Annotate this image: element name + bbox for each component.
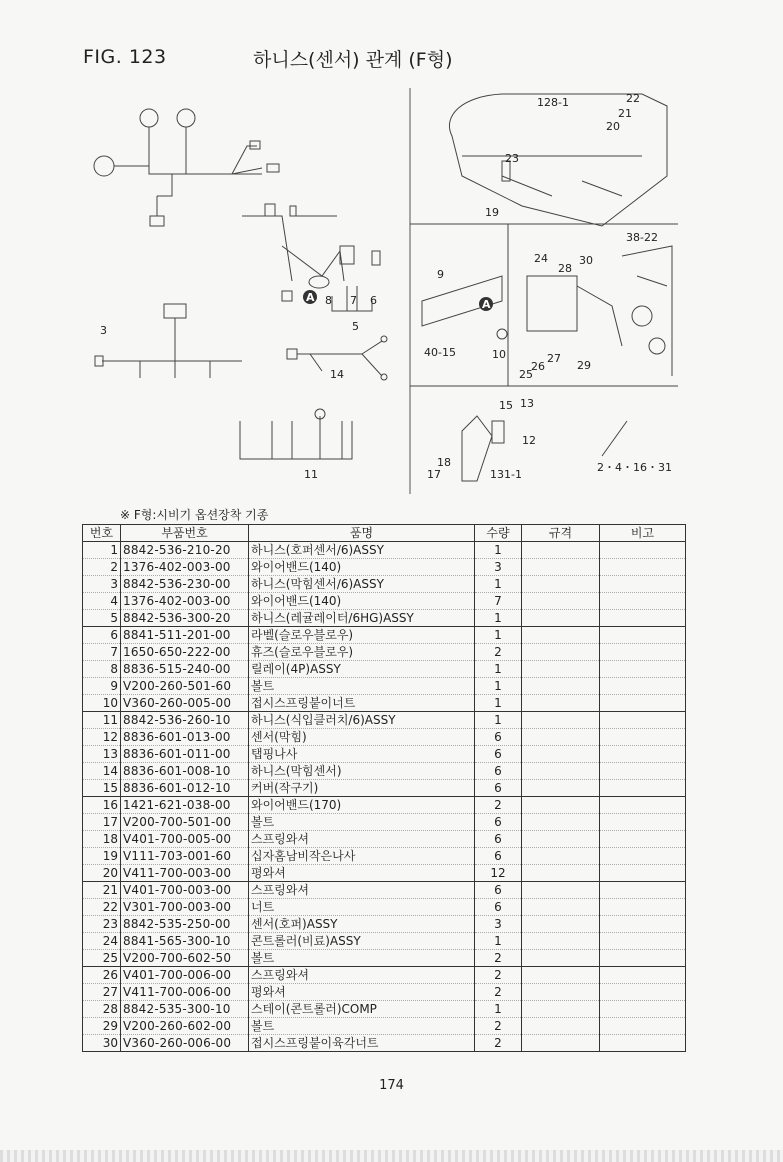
spec [522, 950, 600, 967]
svg-text:14: 14 [330, 368, 344, 381]
table-row [83, 882, 686, 899]
part-name: 휴즈(슬로우블로우) [249, 644, 475, 661]
row-number: 28 [83, 1001, 121, 1018]
parts-diagram [82, 86, 678, 494]
part-number: 8842-536-210-20 [121, 542, 249, 559]
part-name: 볼트 [249, 1018, 475, 1035]
part-number: 8836-601-013-00 [121, 729, 249, 746]
table-row [83, 661, 686, 678]
svg-text:3: 3 [100, 324, 107, 337]
part-number: V200-260-501-60 [121, 678, 249, 695]
row-number: 19 [83, 848, 121, 865]
part-number: 8836-515-240-00 [121, 661, 249, 678]
quantity: 1 [475, 661, 522, 678]
part-name: 하니스(레귤레이터/6HG)ASSY [249, 610, 475, 627]
spec [522, 1018, 600, 1035]
table-row [83, 746, 686, 763]
part-name: 평와셔 [249, 984, 475, 1001]
svg-text:24: 24 [534, 252, 548, 265]
remarks [600, 899, 686, 916]
table-row [83, 593, 686, 610]
row-number: 14 [83, 763, 121, 780]
quantity: 6 [475, 831, 522, 848]
svg-text:A: A [482, 298, 491, 311]
part-number: V301-700-003-00 [121, 899, 249, 916]
svg-text:40-15: 40-15 [424, 346, 456, 359]
part-name: 십자홈남비작은나사 [249, 848, 475, 865]
remarks [600, 610, 686, 627]
svg-text:21: 21 [618, 107, 632, 120]
svg-text:10: 10 [492, 348, 506, 361]
spec [522, 848, 600, 865]
part-name: 스프링와셔 [249, 967, 475, 984]
part-number: V401-700-005-00 [121, 831, 249, 848]
svg-text:25: 25 [519, 368, 533, 381]
header-quantity: 수량 [475, 525, 522, 542]
header-no: 번호 [83, 525, 121, 542]
svg-text:5: 5 [352, 320, 359, 333]
spec [522, 644, 600, 661]
quantity: 3 [475, 559, 522, 576]
svg-text:6: 6 [370, 294, 377, 307]
remarks [600, 661, 686, 678]
part-name: 하니스(식입클러치/6)ASSY [249, 712, 475, 729]
remarks [600, 746, 686, 763]
svg-text:11: 11 [304, 468, 318, 481]
page-title: 하니스(센서) 관계 (F형) [253, 49, 453, 71]
svg-text:9: 9 [437, 268, 444, 281]
table-header-row [83, 525, 686, 542]
quantity: 12 [475, 865, 522, 882]
svg-text:28: 28 [558, 262, 572, 275]
quantity: 6 [475, 729, 522, 746]
svg-text:7: 7 [350, 294, 357, 307]
remarks [600, 695, 686, 712]
svg-text:15: 15 [499, 399, 513, 412]
part-name: 하니스(막힘센서/6)ASSY [249, 576, 475, 593]
quantity: 6 [475, 814, 522, 831]
row-number: 18 [83, 831, 121, 848]
svg-text:131-1: 131-1 [490, 468, 522, 481]
part-name: 탭핑나사 [249, 746, 475, 763]
row-number: 12 [83, 729, 121, 746]
remarks [600, 916, 686, 933]
row-number: 24 [83, 933, 121, 950]
spec [522, 967, 600, 984]
part-name: 콘트롤러(비료)ASSY [249, 933, 475, 950]
quantity: 2 [475, 950, 522, 967]
quantity: 1 [475, 610, 522, 627]
spec [522, 746, 600, 763]
table-row [83, 865, 686, 882]
table-row [83, 848, 686, 865]
part-name: 와이어밴드(140) [249, 559, 475, 576]
part-number: 1650-650-222-00 [121, 644, 249, 661]
svg-text:19: 19 [485, 206, 499, 219]
part-number: 8842-536-260-10 [121, 712, 249, 729]
parts-table [82, 524, 686, 1052]
spec [522, 712, 600, 729]
spec [522, 576, 600, 593]
row-number: 15 [83, 780, 121, 797]
remarks [600, 984, 686, 1001]
scan-edge [0, 1150, 783, 1162]
part-number: 8842-535-300-10 [121, 1001, 249, 1018]
part-name: 볼트 [249, 814, 475, 831]
part-number: V401-700-003-00 [121, 882, 249, 899]
quantity: 2 [475, 797, 522, 814]
remarks [600, 1035, 686, 1052]
spec [522, 627, 600, 644]
table-row [83, 712, 686, 729]
part-name: 너트 [249, 899, 475, 916]
spec [522, 695, 600, 712]
header-spec: 규격 [522, 525, 600, 542]
remarks [600, 559, 686, 576]
part-number: 8842-536-300-20 [121, 610, 249, 627]
remarks [600, 950, 686, 967]
part-number: 8842-536-230-00 [121, 576, 249, 593]
quantity: 1 [475, 678, 522, 695]
row-number: 23 [83, 916, 121, 933]
row-number: 30 [83, 1035, 121, 1052]
figure-number: FIG. 123 [83, 46, 167, 68]
spec [522, 763, 600, 780]
svg-text:30: 30 [579, 254, 593, 267]
quantity: 1 [475, 933, 522, 950]
row-number: 21 [83, 882, 121, 899]
svg-text:12: 12 [522, 434, 536, 447]
quantity: 6 [475, 848, 522, 865]
table-row [83, 763, 686, 780]
row-number: 22 [83, 899, 121, 916]
row-number: 26 [83, 967, 121, 984]
svg-text:A: A [306, 291, 315, 304]
svg-text:128-1: 128-1 [537, 96, 569, 109]
table-row [83, 933, 686, 950]
remarks [600, 1018, 686, 1035]
row-number: 1 [83, 542, 121, 559]
remarks [600, 933, 686, 950]
part-number: 1421-621-038-00 [121, 797, 249, 814]
table-row [83, 950, 686, 967]
svg-text:27: 27 [547, 352, 561, 365]
remarks [600, 627, 686, 644]
spec [522, 933, 600, 950]
remarks [600, 644, 686, 661]
page-number: 174 [379, 1078, 404, 1093]
part-name: 라벨(슬로우블로우) [249, 627, 475, 644]
part-name: 하니스(호퍼센서/6)ASSY [249, 542, 475, 559]
part-number: V411-700-003-00 [121, 865, 249, 882]
quantity: 6 [475, 882, 522, 899]
remarks [600, 797, 686, 814]
spec [522, 678, 600, 695]
quantity: 2 [475, 984, 522, 1001]
remarks [600, 763, 686, 780]
svg-text:29: 29 [577, 359, 591, 372]
row-number: 2 [83, 559, 121, 576]
row-number: 13 [83, 746, 121, 763]
part-number: V111-703-001-60 [121, 848, 249, 865]
remarks [600, 848, 686, 865]
part-number: V360-260-006-00 [121, 1035, 249, 1052]
spec [522, 729, 600, 746]
remarks [600, 882, 686, 899]
remarks [600, 593, 686, 610]
remarks [600, 678, 686, 695]
table-row [83, 780, 686, 797]
table-row [83, 797, 686, 814]
part-number: 8836-601-011-00 [121, 746, 249, 763]
part-name: 센서(호퍼)ASSY [249, 916, 475, 933]
part-name: 접시스프링붙이너트 [249, 695, 475, 712]
quantity: 2 [475, 644, 522, 661]
table-row [83, 831, 686, 848]
svg-text:8: 8 [325, 294, 332, 307]
part-name: 평와셔 [249, 865, 475, 882]
table-row [83, 678, 686, 695]
spec [522, 882, 600, 899]
table-row [83, 542, 686, 559]
svg-text:18: 18 [437, 456, 451, 469]
quantity: 6 [475, 899, 522, 916]
quantity: 1 [475, 695, 522, 712]
part-name: 스프링와셔 [249, 831, 475, 848]
table-row [83, 1018, 686, 1035]
row-number: 6 [83, 627, 121, 644]
part-number: 8841-565-300-10 [121, 933, 249, 950]
row-number: 16 [83, 797, 121, 814]
part-number: 8836-601-008-10 [121, 763, 249, 780]
svg-text:26: 26 [531, 360, 545, 373]
quantity: 3 [475, 916, 522, 933]
quantity: 7 [475, 593, 522, 610]
remarks [600, 542, 686, 559]
part-name: 스프링와셔 [249, 882, 475, 899]
svg-text:22: 22 [626, 92, 640, 105]
header-part-name: 품명 [249, 525, 475, 542]
row-number: 3 [83, 576, 121, 593]
part-name: 릴레이(4P)ASSY [249, 661, 475, 678]
table-row [83, 695, 686, 712]
row-number: 10 [83, 695, 121, 712]
spec [522, 831, 600, 848]
svg-text:20: 20 [606, 120, 620, 133]
svg-text:2・4・16・31: 2・4・16・31 [597, 461, 672, 474]
table-row [83, 610, 686, 627]
table-row [83, 984, 686, 1001]
svg-text:23: 23 [505, 152, 519, 165]
remarks [600, 576, 686, 593]
remarks [600, 780, 686, 797]
spec [522, 984, 600, 1001]
part-number: 8841-511-201-00 [121, 627, 249, 644]
row-number: 29 [83, 1018, 121, 1035]
part-number: V200-260-602-00 [121, 1018, 249, 1035]
quantity: 1 [475, 712, 522, 729]
quantity: 2 [475, 1035, 522, 1052]
row-number: 7 [83, 644, 121, 661]
spec [522, 1001, 600, 1018]
part-number: 1376-402-003-00 [121, 559, 249, 576]
part-name: 접시스프링붙이육각너트 [249, 1035, 475, 1052]
part-name: 와이어밴드(140) [249, 593, 475, 610]
quantity: 1 [475, 542, 522, 559]
quantity: 2 [475, 1018, 522, 1035]
row-number: 25 [83, 950, 121, 967]
spec [522, 610, 600, 627]
table-row [83, 814, 686, 831]
quantity: 1 [475, 627, 522, 644]
table-row [83, 1035, 686, 1052]
table-row [83, 899, 686, 916]
table-row [83, 729, 686, 746]
row-number: 4 [83, 593, 121, 610]
part-number: V200-700-602-50 [121, 950, 249, 967]
quantity: 2 [475, 967, 522, 984]
spec [522, 559, 600, 576]
model-note: ※ F형:시비기 옵션장착 기종 [120, 508, 269, 522]
part-number: 8836-601-012-10 [121, 780, 249, 797]
part-number: 1376-402-003-00 [121, 593, 249, 610]
remarks [600, 831, 686, 848]
header-part-number: 부품번호 [121, 525, 249, 542]
row-number: 20 [83, 865, 121, 882]
part-name: 커버(작구기) [249, 780, 475, 797]
part-name: 하니스(막힘센서) [249, 763, 475, 780]
row-number: 8 [83, 661, 121, 678]
table-row [83, 559, 686, 576]
header-remarks: 비고 [600, 525, 686, 542]
table-row [83, 1001, 686, 1018]
quantity: 6 [475, 763, 522, 780]
quantity: 6 [475, 780, 522, 797]
part-name: 볼트 [249, 950, 475, 967]
spec [522, 661, 600, 678]
table-row [83, 644, 686, 661]
spec [522, 542, 600, 559]
table-row [83, 916, 686, 933]
spec [522, 1035, 600, 1052]
svg-text:38-22: 38-22 [626, 231, 658, 244]
spec [522, 814, 600, 831]
row-number: 5 [83, 610, 121, 627]
spec [522, 865, 600, 882]
quantity: 6 [475, 746, 522, 763]
table-row [83, 576, 686, 593]
part-number: V411-700-006-00 [121, 984, 249, 1001]
remarks [600, 967, 686, 984]
table-row [83, 967, 686, 984]
part-number: V200-700-501-00 [121, 814, 249, 831]
part-name: 볼트 [249, 678, 475, 695]
spec [522, 593, 600, 610]
spec [522, 780, 600, 797]
part-name: 센서(막힘) [249, 729, 475, 746]
svg-text:13: 13 [520, 397, 534, 410]
row-number: 27 [83, 984, 121, 1001]
spec [522, 916, 600, 933]
remarks [600, 814, 686, 831]
row-number: 9 [83, 678, 121, 695]
remarks [600, 712, 686, 729]
part-name: 스테이(콘트롤러)COMP [249, 1001, 475, 1018]
row-number: 17 [83, 814, 121, 831]
remarks [600, 865, 686, 882]
spec [522, 797, 600, 814]
quantity: 1 [475, 576, 522, 593]
table-row [83, 627, 686, 644]
svg-text:17: 17 [427, 468, 441, 481]
remarks [600, 729, 686, 746]
remarks [600, 1001, 686, 1018]
part-number: V401-700-006-00 [121, 967, 249, 984]
part-name: 와이어밴드(170) [249, 797, 475, 814]
quantity: 1 [475, 1001, 522, 1018]
part-number: 8842-535-250-00 [121, 916, 249, 933]
part-number: V360-260-005-00 [121, 695, 249, 712]
spec [522, 899, 600, 916]
row-number: 11 [83, 712, 121, 729]
